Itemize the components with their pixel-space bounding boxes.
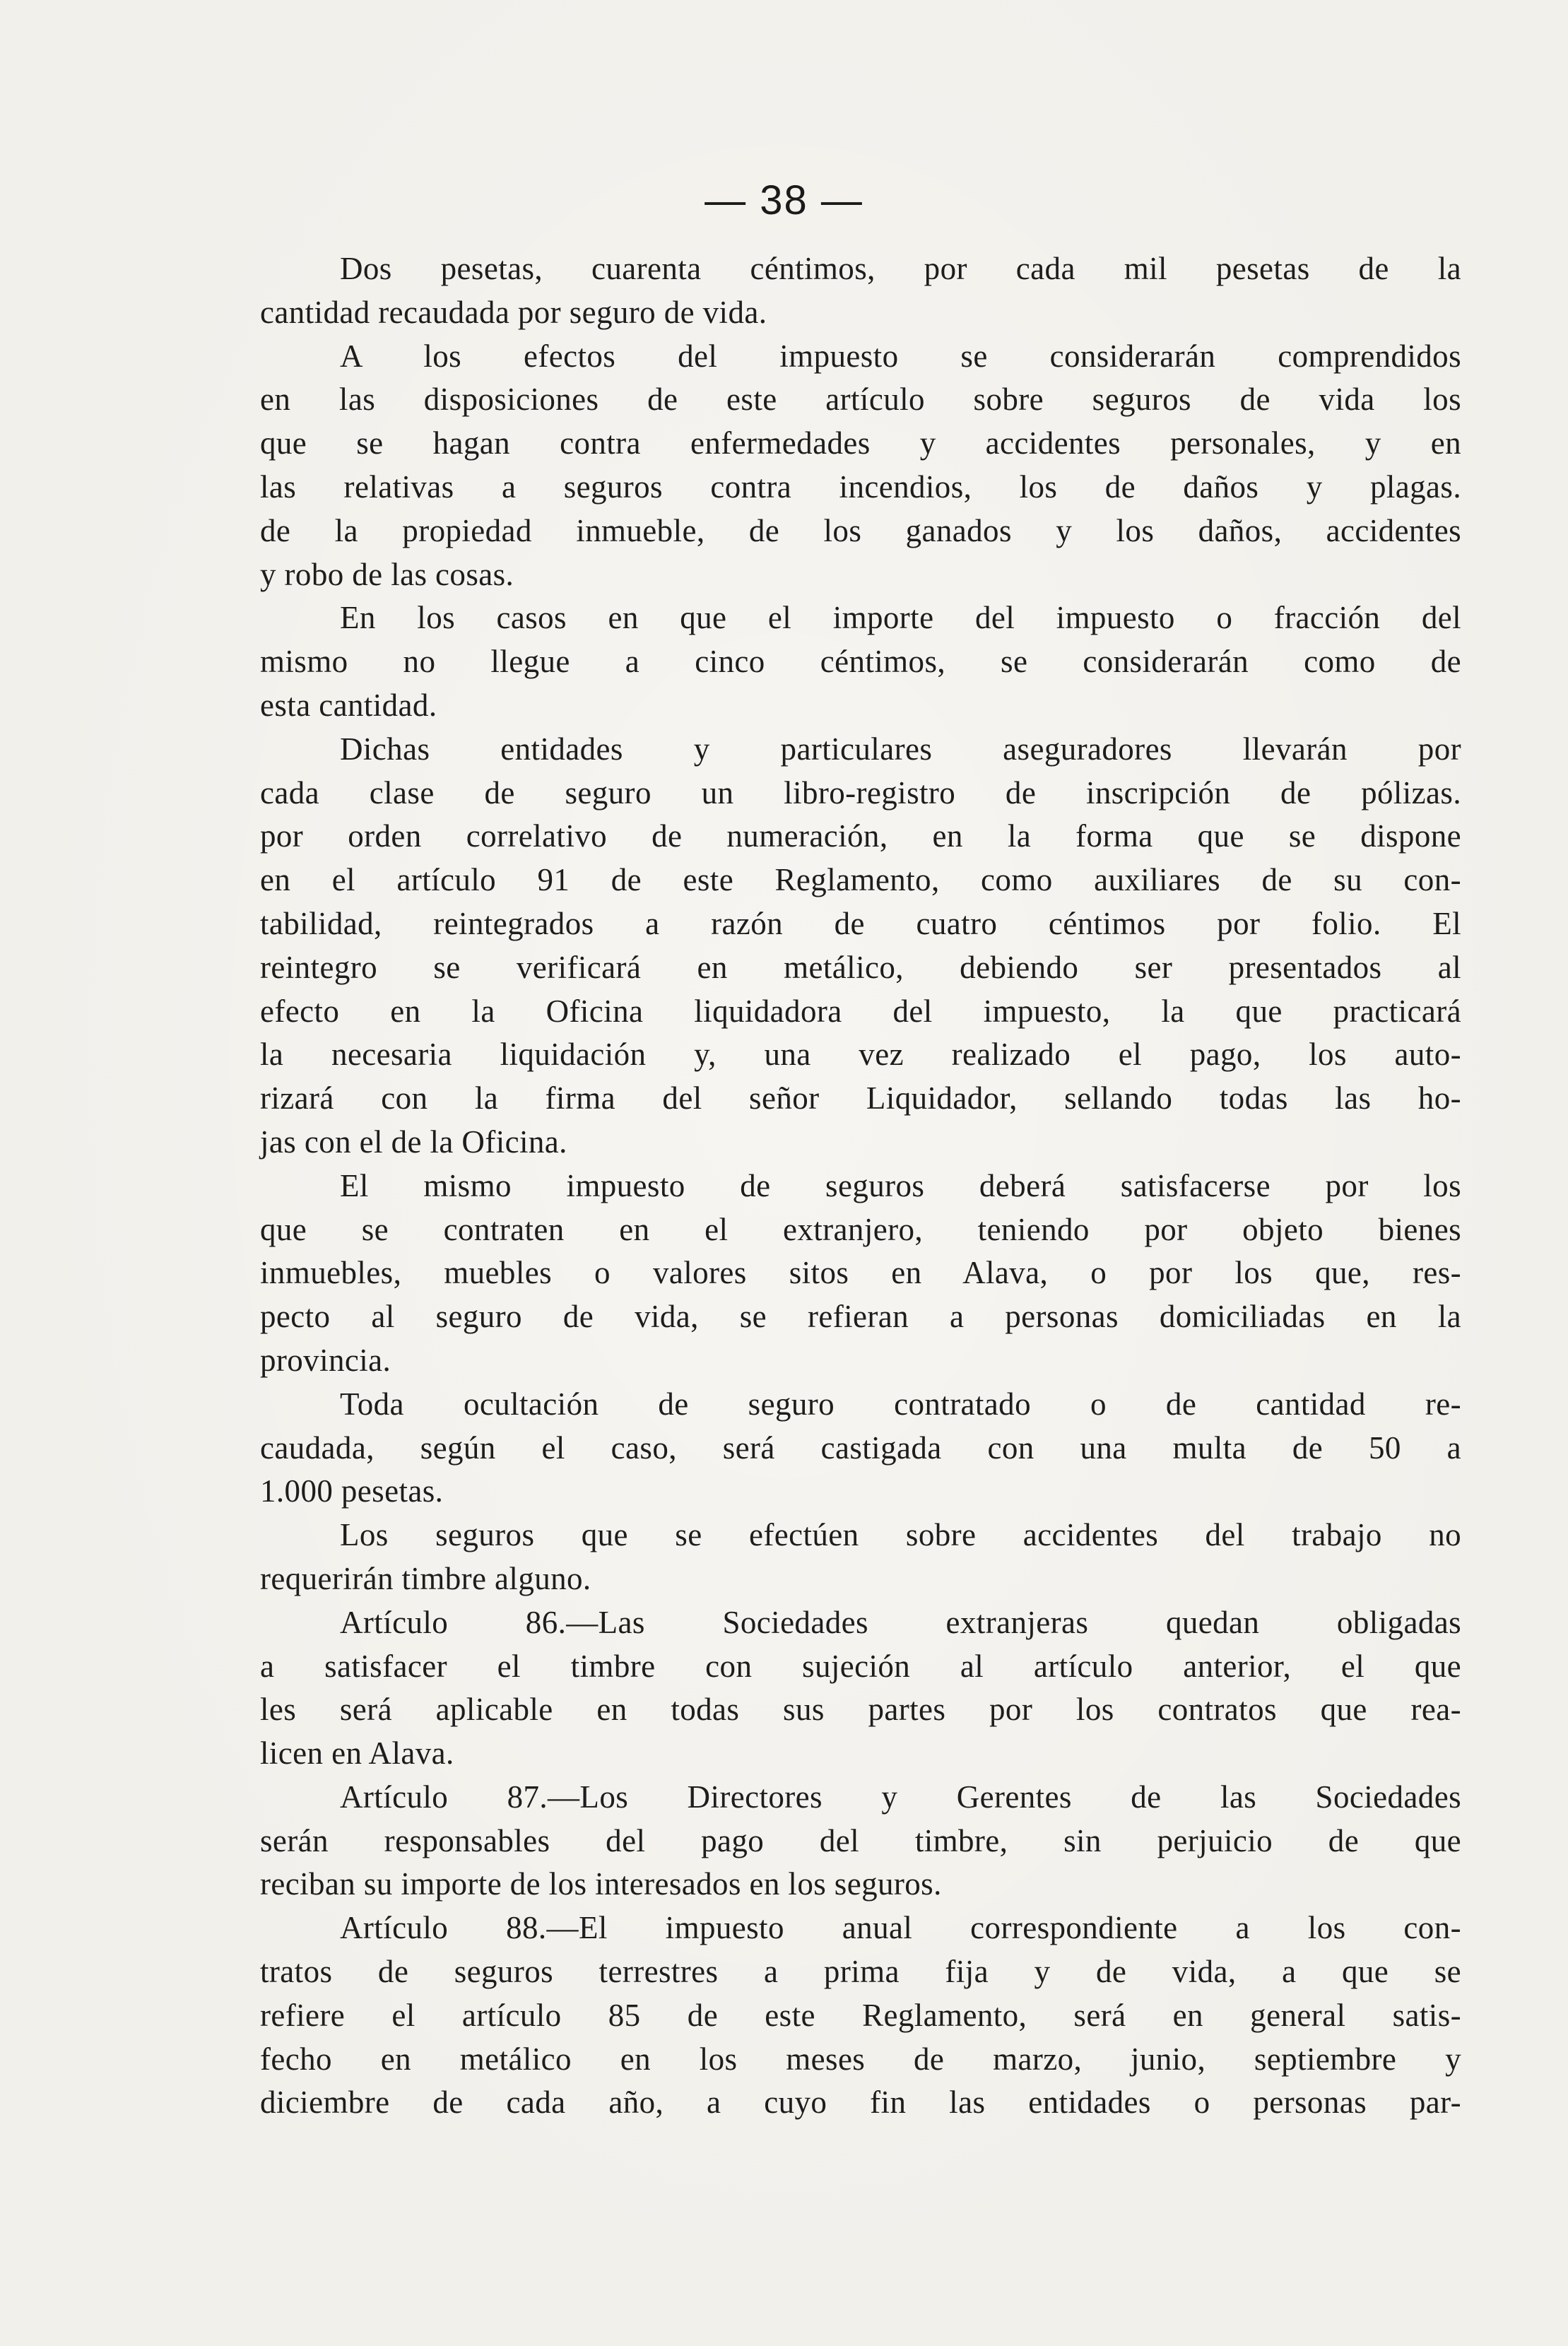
text-line: tabilidad, reintegrados a razón de cuatro céntimos por folio. El — [260, 905, 1461, 941]
text-line: esta cantidad. — [260, 687, 437, 723]
text-line: y robo de las cosas. — [260, 556, 514, 592]
text-line: tratos de seguros terrestres a prima fija y de vida, a que se — [260, 1954, 1461, 1990]
text-line: en las disposiciones de este artículo sobre seguros de vida los — [260, 382, 1461, 418]
text-line: reintegro se verificará en metálico, debiendo ser presentados al — [260, 949, 1461, 985]
text-line: rizará con la firma del señor Liquidador, sellando todas las ho- — [260, 1080, 1461, 1116]
text-line: pecto al seguro de vida, se refieran a personas domiciliadas en la — [260, 1299, 1461, 1335]
body-text — [260, 247, 1461, 2125]
text-line: cantidad recaudada por seguro de vida. — [260, 294, 767, 330]
text-line: requerirán timbre alguno. — [260, 1560, 591, 1596]
text-line: Toda ocultación de seguro contratado o de cantidad re- — [340, 1386, 1461, 1422]
text-line: refiere el artículo 85 de este Reglamento, será en general satis- — [260, 1997, 1461, 2033]
text-line: Dichas entidades y particulares aseguradores llevarán por — [340, 731, 1461, 767]
text-line: 1.000 pesetas. — [260, 1473, 444, 1509]
text-line: cada clase de seguro un libro-registro de inscripción de pólizas. — [260, 774, 1461, 811]
text-line: provincia. — [260, 1342, 391, 1378]
text-line: fecho en metálico en los meses de marzo, junio, septiembre y — [260, 2041, 1461, 2077]
text-line: diciembre de cada año, a cuyo fin las entidades o personas par- — [260, 2085, 1461, 2121]
text-line: que se contraten en el extranjero, teniendo por objeto bienes — [260, 1211, 1461, 1247]
text-line: Los seguros que se efectúen sobre accidentes del trabajo no — [340, 1517, 1461, 1553]
text-line: en el artículo 91 de este Reglamento, como auxiliares de su con- — [260, 862, 1461, 898]
text-line: les será aplicable en todas sus partes por los contratos que rea- — [260, 1692, 1461, 1728]
text-line: inmuebles, muebles o valores sitos en Alava, o por los que, res- — [260, 1255, 1461, 1291]
text-line: de la propiedad inmueble, de los ganados y los daños, accidentes — [260, 512, 1461, 548]
text-line: la necesaria liquidación y, una vez realizado el pago, los auto- — [260, 1037, 1461, 1073]
text-line: mismo no llegue a cinco céntimos, se considerarán como de — [260, 644, 1461, 680]
text-line: El mismo impuesto de seguros deberá satisfacerse por los — [340, 1167, 1461, 1203]
page-number: — 38 — — [705, 177, 863, 223]
text-line: Artículo 86.—Las Sociedades extranjeras quedan obligadas — [340, 1604, 1461, 1640]
text-line: efecto en la Oficina liquidadora del impuesto, la que practicará — [260, 993, 1461, 1029]
text-line: jas con el de la Oficina. — [260, 1124, 567, 1160]
text-line: reciban su importe de los interesados en los seguros. — [260, 1866, 942, 1902]
text-line: Artículo 87.—Los Directores y Gerentes de las Sociedades — [340, 1779, 1461, 1815]
text-line: A los efectos del impuesto se considerarán comprendidos — [340, 338, 1461, 374]
text-line: serán responsables del pago del timbre, sin perjuicio de que — [260, 1822, 1461, 1858]
text-line: que se hagan contra enfermedades y accidentes personales, y en — [260, 425, 1461, 461]
text-line: las relativas a seguros contra incendios, los de daños y plagas. — [260, 468, 1461, 505]
text-line: En los casos en que el importe del impuesto o fracción del — [340, 600, 1461, 636]
text-line: caudada, según el caso, será castigada con una multa de 50 a — [260, 1430, 1461, 1466]
text-line: Artículo 88.—El impuesto anual correspondiente a los con- — [340, 1910, 1461, 1946]
text-line: licen en Alava. — [260, 1735, 454, 1772]
text-line: por orden correlativo de numeración, en la forma que se dispone — [260, 818, 1461, 854]
text-line: a satisfacer el timbre con sujeción al artículo anterior, el que — [260, 1648, 1461, 1684]
text-line: Dos pesetas, cuarenta céntimos, por cada mil pesetas de la — [340, 251, 1461, 286]
